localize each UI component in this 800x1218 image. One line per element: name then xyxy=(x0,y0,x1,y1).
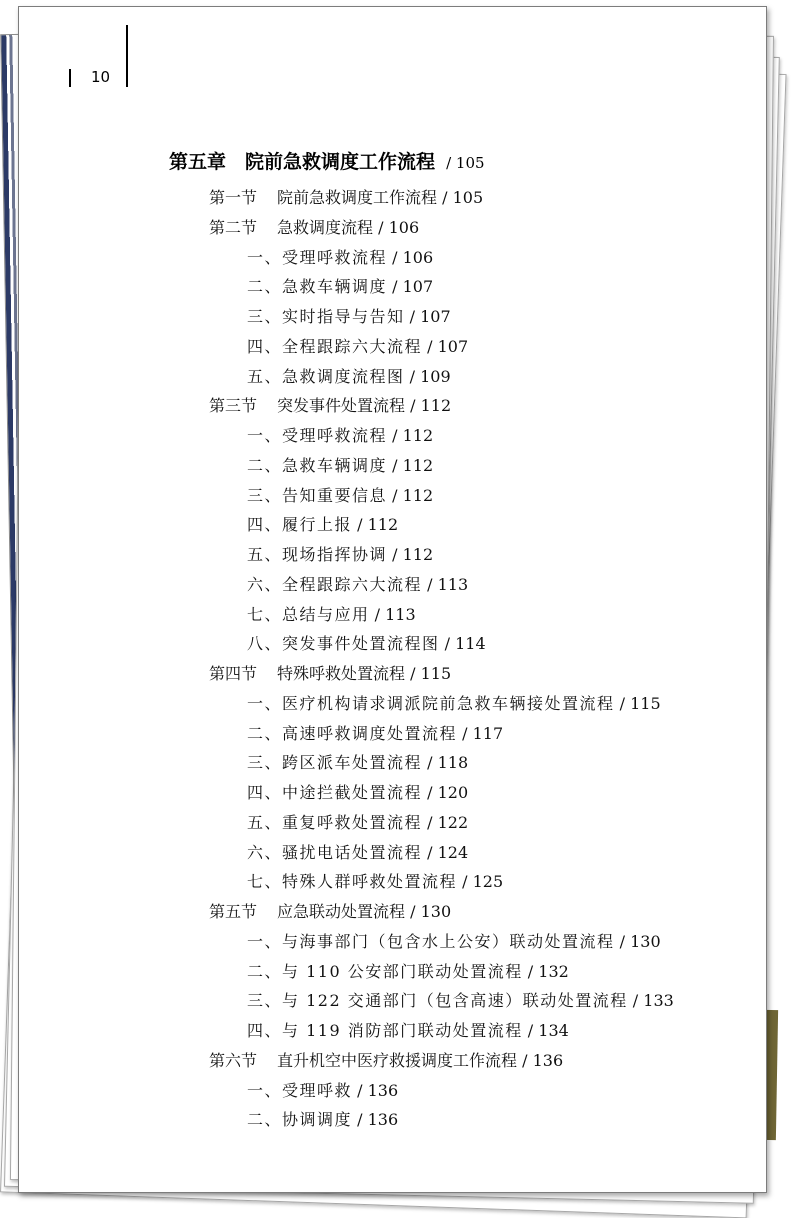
toc-section xyxy=(209,664,451,684)
entry-page: / 106 xyxy=(387,247,434,267)
toc-item xyxy=(247,813,468,833)
entry-page: / 125 xyxy=(457,872,504,892)
toc-item xyxy=(247,515,398,535)
entry-page: / 113 xyxy=(369,604,416,624)
entry-page: / 112 xyxy=(387,426,434,445)
entry-page: / 130 xyxy=(405,902,452,921)
toc-section xyxy=(209,1051,563,1071)
entry-page: / 114 xyxy=(439,634,486,654)
chapter-heading xyxy=(169,147,485,174)
toc-item xyxy=(247,277,433,297)
chapter-page: / 105 xyxy=(446,154,485,172)
entry-title: 一、受理呼救 xyxy=(247,1080,353,1100)
toc-item xyxy=(247,843,468,863)
entry-page: / 122 xyxy=(422,812,469,832)
toc-section xyxy=(209,218,419,238)
entry-page: / 136 xyxy=(352,1110,399,1130)
entry-page: / 107 xyxy=(387,277,434,297)
entry-title: 五、现场指挥协调 xyxy=(247,545,388,564)
toc-item xyxy=(247,753,468,773)
toc-section xyxy=(209,902,451,922)
entry-page: / 124 xyxy=(422,842,469,862)
entry-page: / 132 xyxy=(522,961,569,981)
entry-title: 四、全程跟踪六大流程 xyxy=(247,336,423,356)
entry-page: / 112 xyxy=(352,515,399,535)
toc-item xyxy=(247,426,433,446)
entry-title: 二、高速呼救调度处置流程 xyxy=(247,723,458,743)
toc-item xyxy=(247,634,486,654)
entry-page: / 105 xyxy=(437,188,484,207)
entry-title: 四、履行上报 xyxy=(247,515,353,535)
entry-title: 三、与 122 交通部门（包含高速）联动处置流程 xyxy=(247,991,628,1011)
entry-page: / 112 xyxy=(387,545,434,564)
toc-page xyxy=(18,6,767,1193)
toc-item xyxy=(247,248,433,268)
entry-title: 院前急救调度工作流程 xyxy=(277,188,438,207)
entry-page: / 107 xyxy=(404,307,451,326)
entry-title: 四、与 119 消防部门联动处置流程 xyxy=(247,1021,523,1040)
entry-page: / 113 xyxy=(422,574,469,594)
entry-title: 一、与海事部门（包含水上公安）联动处置流程 xyxy=(247,931,615,951)
entry-title: 一、受理呼救流程 xyxy=(247,247,388,267)
entry-title: 二、与 110 公安部门联动处置流程 xyxy=(247,961,523,981)
entry-title: 七、特殊人群呼救处置流程 xyxy=(247,872,458,892)
entry-page: / 115 xyxy=(405,664,452,683)
chapter-title: 第五章 院前急救调度工作流程 xyxy=(169,151,436,173)
toc-item xyxy=(247,1021,569,1041)
entry-title: 三、告知重要信息 xyxy=(247,485,388,505)
page-number: 10 xyxy=(91,68,111,86)
section-label: 第二节 xyxy=(209,217,258,237)
entry-page: / 118 xyxy=(422,753,469,773)
toc-item xyxy=(247,991,674,1011)
toc-item xyxy=(247,367,451,387)
entry-title: 六、全程跟踪六大流程 xyxy=(247,574,423,594)
entry-page: / 109 xyxy=(404,366,451,386)
toc-item xyxy=(247,1110,398,1130)
toc-item xyxy=(247,962,569,982)
entry-title: 七、总结与应用 xyxy=(247,604,370,624)
toc-item xyxy=(247,724,503,744)
section-label: 第一节 xyxy=(209,188,258,207)
entry-page: / 130 xyxy=(614,931,661,951)
entry-title: 二、协调调度 xyxy=(247,1110,353,1130)
entry-title: 三、跨区派车处置流程 xyxy=(247,753,423,773)
entry-page: / 106 xyxy=(373,217,420,237)
toc-item xyxy=(247,783,468,803)
entry-page: / 112 xyxy=(405,396,452,416)
entry-title: 特殊呼救处置流程 xyxy=(277,664,406,683)
toc-item xyxy=(247,456,433,476)
section-label: 第三节 xyxy=(209,396,258,416)
entry-page: / 120 xyxy=(422,783,469,802)
entry-page: / 107 xyxy=(422,336,469,356)
entry-title: 二、急救车辆调度 xyxy=(247,277,388,297)
toc-item xyxy=(247,486,433,506)
header-rule xyxy=(126,25,128,87)
entry-page: / 136 xyxy=(352,1080,399,1100)
entry-title: 三、实时指导与告知 xyxy=(247,307,405,326)
entry-title: 五、急救调度流程图 xyxy=(247,366,405,386)
entry-title: 五、重复呼救处置流程 xyxy=(247,812,423,832)
section-label: 第六节 xyxy=(209,1050,258,1070)
entry-page: / 112 xyxy=(387,485,434,505)
entry-title: 一、医疗机构请求调派院前急救车辆接处置流程 xyxy=(247,693,615,713)
toc-item xyxy=(247,337,468,357)
entry-page: / 133 xyxy=(627,991,674,1011)
entry-title: 二、急救车辆调度 xyxy=(247,455,388,475)
entry-page: / 112 xyxy=(387,455,434,475)
toc-item xyxy=(247,575,468,595)
entry-title: 一、受理呼救流程 xyxy=(247,426,388,445)
section-label: 第四节 xyxy=(209,664,258,683)
header-tick xyxy=(69,69,71,87)
entry-title: 八、突发事件处置流程图 xyxy=(247,634,440,654)
toc-item xyxy=(247,932,661,952)
entry-page: / 134 xyxy=(522,1021,569,1040)
entry-page: / 115 xyxy=(614,693,661,713)
entry-title: 直升机空中医疗救援调度工作流程 xyxy=(277,1050,518,1070)
toc-item xyxy=(247,605,416,625)
toc-item xyxy=(247,1081,398,1101)
toc-item xyxy=(247,545,433,565)
toc-item xyxy=(247,307,451,327)
entry-title: 急救调度流程 xyxy=(277,217,374,237)
toc-section xyxy=(209,396,451,416)
entry-page: / 136 xyxy=(517,1050,564,1070)
toc-item xyxy=(247,694,661,714)
entry-title: 应急联动处置流程 xyxy=(277,902,406,921)
entry-page: / 117 xyxy=(457,723,504,743)
entry-title: 四、中途拦截处置流程 xyxy=(247,783,423,802)
entry-title: 突发事件处置流程 xyxy=(277,396,406,416)
toc-section xyxy=(209,188,483,208)
toc-item xyxy=(247,872,503,892)
section-label: 第五节 xyxy=(209,902,258,921)
entry-title: 六、骚扰电话处置流程 xyxy=(247,842,423,862)
